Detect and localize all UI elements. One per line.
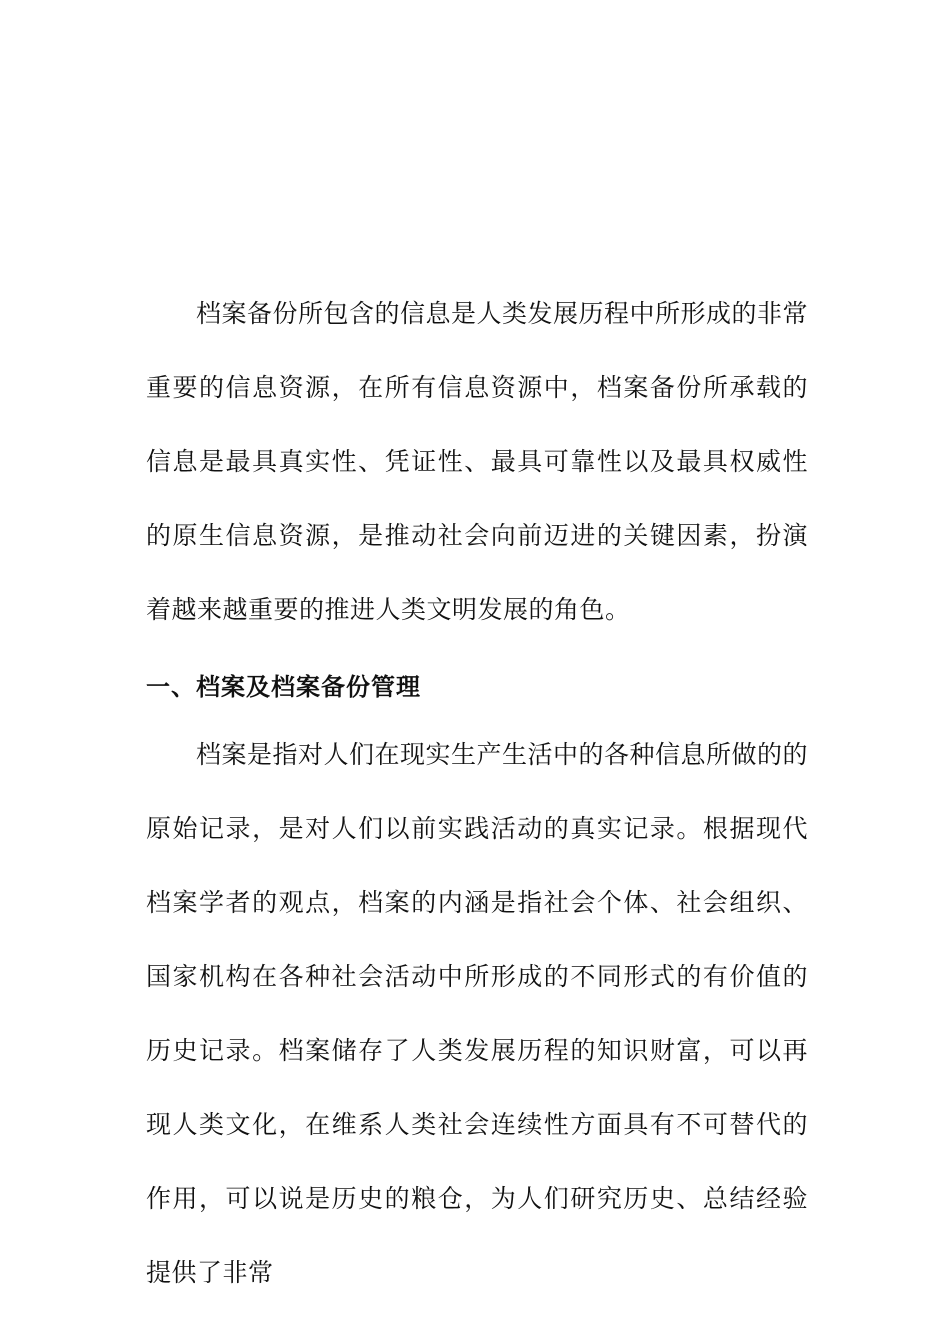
section-heading: 一、档案及档案备份管理 — [146, 673, 421, 701]
body-paragraph-block — [146, 718, 808, 1310]
intro-paragraph: 档案备份所包含的信息是人类发展历程中所形成的非常重要的信息资源，在所有信息资源中，档案备份所承载的信息是最具真实性、凭证性、最具可靠性以及最具权威性的原生信息资源，是推动社会向前迈进的关键因素，扮演着越来越重要的推进人类文明发展的角色。 — [146, 299, 809, 624]
body-paragraph: 档案是指对人们在现实生产生活中的各种信息所做的的原始记录，是对人们以前实践活动的真实记录。根据现代档案学者的观点，档案的内涵是指社会个体、社会组织、国家机构在各种社会活动中所形成的不同形式的有价值的历史记录。档案储存了人类发展历程的知识财富，可以再现人类文化，在维系人类社会连续性方面具有不可替代的作用，可以说是历史的粮仓，为人们研究历史、总结经验提供了非常 — [146, 740, 809, 1287]
intro-paragraph-block — [146, 277, 808, 647]
